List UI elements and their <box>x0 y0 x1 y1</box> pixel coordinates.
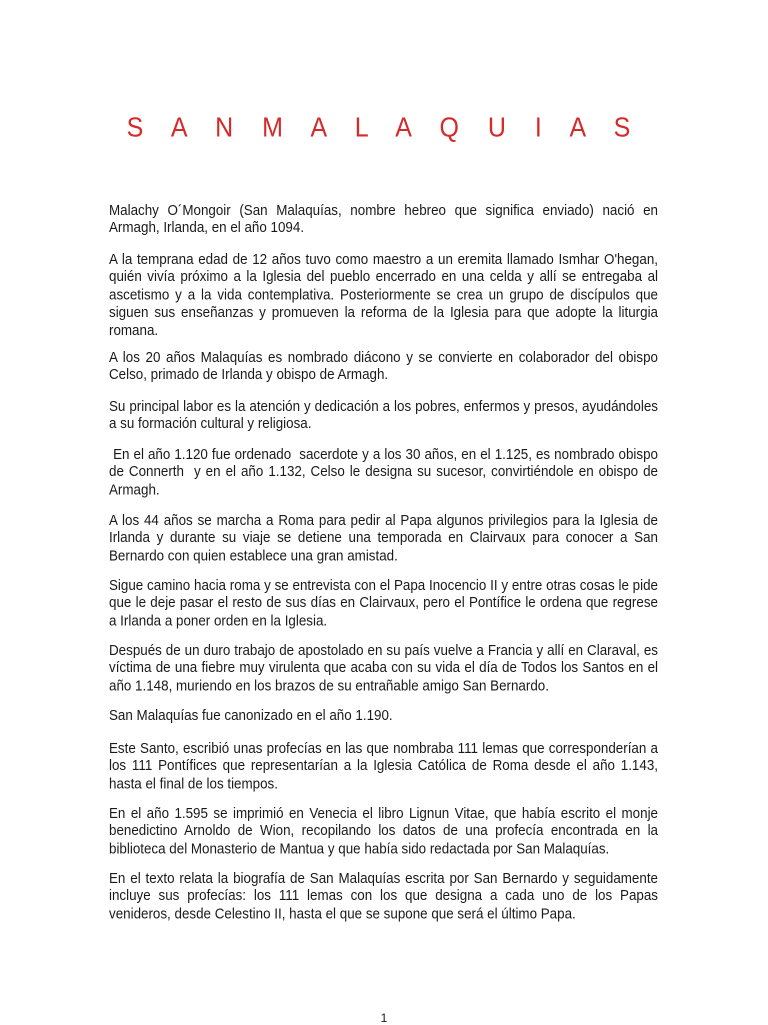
paragraph-12: En el texto relata la biografía de San Malaquías escrita por San Bernardo y seguidamente incluye sus profecías: los 111 lemas con los que designa a cada uno de los Papas venideros, desde Celestino II, hasta el que se supone que será el último Papa. <box>109 870 658 922</box>
body-text <box>109 202 662 935</box>
paragraph-3: A los 20 años Malaquías es nombrado diácono y se convierte en colaborador del obispo Celso, primado de Irlanda y obispo de Armagh. <box>109 348 658 383</box>
paragraph-4: Su principal labor es la atención y dedicación a los pobres, enfermos y presos, ayudándoles a su formación cultural y religiosa. <box>109 397 658 432</box>
paragraph-5: En el año 1.120 fue ordenado sacerdote y a los 30 años, en el 1.125, es nombrado obispo de Connerth y en el año 1.132, Celso le designa su sucesor, convirtiéndole en obispo de Armagh. <box>109 446 662 499</box>
paragraph-10: Este Santo, escribió unas profecías en las que nombraba 111 lemas que corresponderían a los 111 Pontífices que representarían a la Iglesia Católica de Roma desde el año 1.143, hasta el final de los tiempos. <box>109 739 658 792</box>
paragraph-2: A la temprana edad de 12 años tuvo como maestro a un eremita llamado Ismhar O'hegan, quién vivía próximo a la Iglesia del pueblo encerrado en una celda y allí se entregaba al ascetismo y a la vida contemplativa. Posteriormente se crea un grupo de discípulos que siguen sus enseñanzas y promueven la reforma de la Iglesia para que adopte la liturgia romana. <box>109 250 658 338</box>
page-title: S A N M A L A Q U I A S <box>126 112 642 144</box>
paragraph-7: Sigue camino hacia roma y se entrevista con el Papa Inocencio II y entre otras cosas le pide que le deje pasar el resto de sus días en Clairvaux, pero el Pontífice le ordena que regrese a Irlanda a poner orden en la Iglesia. <box>109 576 658 629</box>
page-number: 1 <box>380 1011 388 1025</box>
paragraph-1: Malachy O´Mongoir (San Malaquías, nombre hebreo que significa enviado) nació en Armagh, Irlanda, en el año 1094. <box>109 202 658 236</box>
paragraph-6: A los 44 años se marcha a Roma para pedir al Papa algunos privilegios para la Iglesia de Irlanda y durante su viaje se detiene una temporada en Clairvaux para conocer a San Bernardo con quien establece una gran amistad. <box>109 511 658 564</box>
paragraph-8: Después de un duro trabajo de apostolado en su país vuelve a Francia y allí en Claraval, es víctima de una fiebre muy virulenta que acaba con su vida el día de Todos los Santos en el año 1.148, muriendo en los brazos de su entrañable amigo San Bernardo. <box>109 642 658 694</box>
paragraph-11: En el año 1.595 se imprimió en Venecia el libro Lignun Vitae, que había escrito el monje benedictino Arnoldo de Wion, recopilando los datos de una profecía encontrada en la biblioteca del Monasterio de Mantua y que había sido redactada por San Malaquías. <box>109 804 658 857</box>
paragraph-9: San Malaquías fue canonizado en el año 1.190. <box>109 707 393 724</box>
